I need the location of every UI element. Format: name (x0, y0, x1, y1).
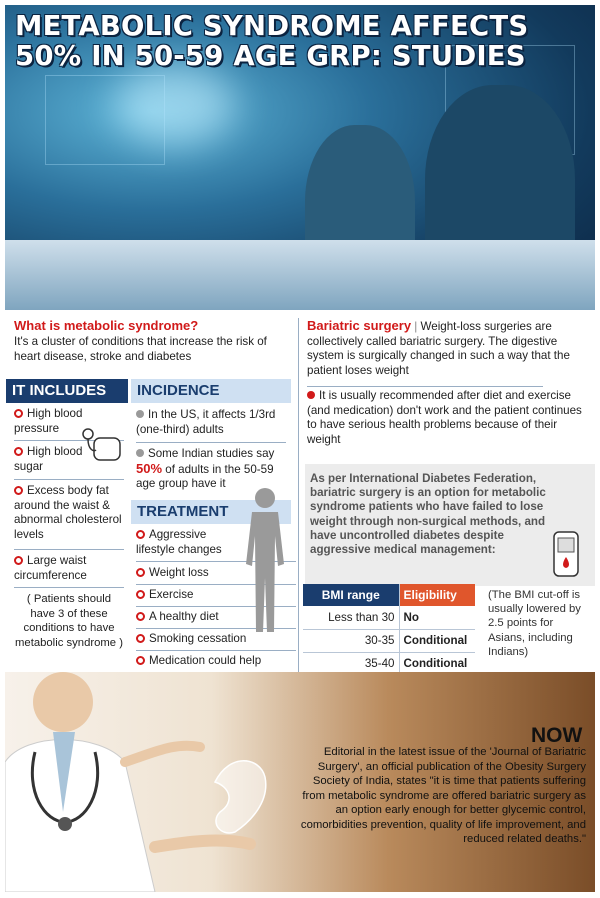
grey-dot-icon (136, 410, 144, 418)
idf-text: As per International Diabetes Federation, bariatric surgery is an option for metabolic syndrome patients who have failed to lose weight through non-surgical methods, and have uncontrolled diabetes despite aggressive medical management: (310, 472, 546, 557)
bmi-range-cell: 35-40 (303, 652, 399, 675)
table-row (303, 606, 475, 629)
treatment-item-text: Weight loss (149, 566, 209, 579)
divider (136, 650, 296, 651)
treatment-item-text: Smoking cessation (149, 632, 247, 645)
includes-heading: IT INCLUDES (6, 379, 128, 403)
stomach-icon (215, 761, 266, 833)
hud-panel (45, 75, 165, 165)
bariatric-section: Bariatric surgery | Weight-loss surgeries are collectively called bariatric surgery. The digestive system is surgically changed in such a way that the patient loses weight (307, 318, 570, 377)
page-title (15, 11, 528, 71)
incidence-item-text: Some Indian studies say (148, 447, 275, 460)
what-is-text: It's a cluster of conditions that increase the risk of heart disease, stroke and diabetes (14, 335, 267, 363)
now-heading: NOW (531, 724, 583, 747)
includes-note: ( Patients should have 3 of these conditions to have metabolic syndrome ) (15, 593, 123, 649)
incidence-item-text: In the US, it affects 1/3rd (one-third) adults (136, 408, 276, 436)
bmi-range-cell: 30-35 (303, 629, 399, 652)
bariatric-text-2: It is usually recommended after diet and exercise (and medication) don't work and the patient continues to have serious health problems because of their weight (307, 389, 582, 446)
incidence-percentage: 50% (136, 460, 163, 476)
treatment-item-text: Aggressive lifestyle changes (136, 528, 222, 556)
circle-bullet-icon (136, 530, 145, 539)
includes-item (14, 554, 124, 583)
incidence-item-text: of adults in the 50-59 age group have it (136, 462, 274, 490)
divider (307, 386, 543, 387)
bariatric-text-1: Weight-loss surgeries are collectively called bariatric surgery. The digestive system is surgically changed in such a way that the patient loses weight (307, 320, 570, 377)
bariatric-heading: Bariatric surgery (307, 318, 412, 333)
eligibility-cell: Conditional (399, 652, 475, 675)
bariatric-recommendation (307, 389, 589, 447)
includes-item (14, 484, 126, 542)
circle-bullet-icon (14, 409, 23, 418)
hero-surgery-image (5, 5, 595, 310)
eligibility-cell: No (399, 606, 475, 629)
incidence-item (136, 447, 292, 492)
column-header-bmi-range: BMI range (303, 584, 399, 606)
title-line-1: METABOLIC SYNDROME AFFECTS (15, 10, 529, 42)
treatment-item-text: Exercise (149, 588, 194, 601)
patient-drape (5, 240, 595, 310)
treatment-item (136, 528, 246, 557)
bmi-range-cell: Less than 30 (303, 606, 399, 629)
eligibility-cell: Conditional (399, 629, 475, 652)
circle-bullet-icon (136, 656, 145, 665)
divider (14, 479, 124, 480)
circle-bullet-icon (14, 486, 23, 495)
human-silhouette-icon (240, 486, 290, 636)
circle-bullet-icon (14, 447, 23, 456)
circle-bullet-icon (136, 612, 145, 621)
circle-bullet-icon (136, 634, 145, 643)
divider (14, 587, 124, 588)
incidence-heading: INCIDENCE (131, 379, 291, 403)
treatment-heading: TREATMENT (131, 500, 291, 524)
divider (136, 442, 286, 443)
now-text: Editorial in the latest issue of the 'Journal of Bariatric Surgery', an official publication of the Obesity Surgery Society of India, states "it is time that patients suffering from metabolic syndrome are offered bariatric surgery as an option early enough for better glycemic control, comorbidities prevention, quality of life improvement, and reduced related deaths." (300, 746, 586, 845)
doctor-illustration (5, 672, 305, 892)
includes-item-text: Excess body fat around the waist & abnormal cholesterol levels (14, 484, 122, 541)
circle-bullet-icon (14, 556, 23, 565)
table-header-row (303, 584, 475, 606)
red-dot-icon (307, 391, 315, 399)
column-header-eligibility: Eligibility (399, 584, 475, 606)
column-divider (298, 318, 299, 718)
includes-item-text: High blood pressure (14, 407, 83, 435)
treatment-item (136, 654, 296, 669)
treatment-item-text: Medication could help (149, 654, 262, 667)
bmi-note: (The BMI cut-off is usually lowered by 2.5 points for Asians, including Indians) (488, 589, 581, 658)
blood-pressure-monitor-icon (80, 424, 124, 464)
treatment-item-text: A healthy diet (149, 610, 219, 623)
what-is-heading: What is metabolic syndrome? (14, 318, 199, 333)
incidence-item (136, 408, 288, 437)
glucose-meter-icon (552, 530, 580, 578)
title-line-2: 50% IN 50-59 AGE GRP: STUDIES (15, 40, 526, 72)
includes-item-text: High blood sugar (14, 445, 83, 473)
divider (14, 549, 124, 550)
what-is-section (14, 318, 294, 364)
circle-bullet-icon (136, 590, 145, 599)
includes-item-text: Large waist circumference (14, 554, 87, 582)
grey-dot-icon (136, 449, 144, 457)
table-row (303, 629, 475, 652)
includes-item (14, 445, 86, 474)
circle-bullet-icon (136, 568, 145, 577)
